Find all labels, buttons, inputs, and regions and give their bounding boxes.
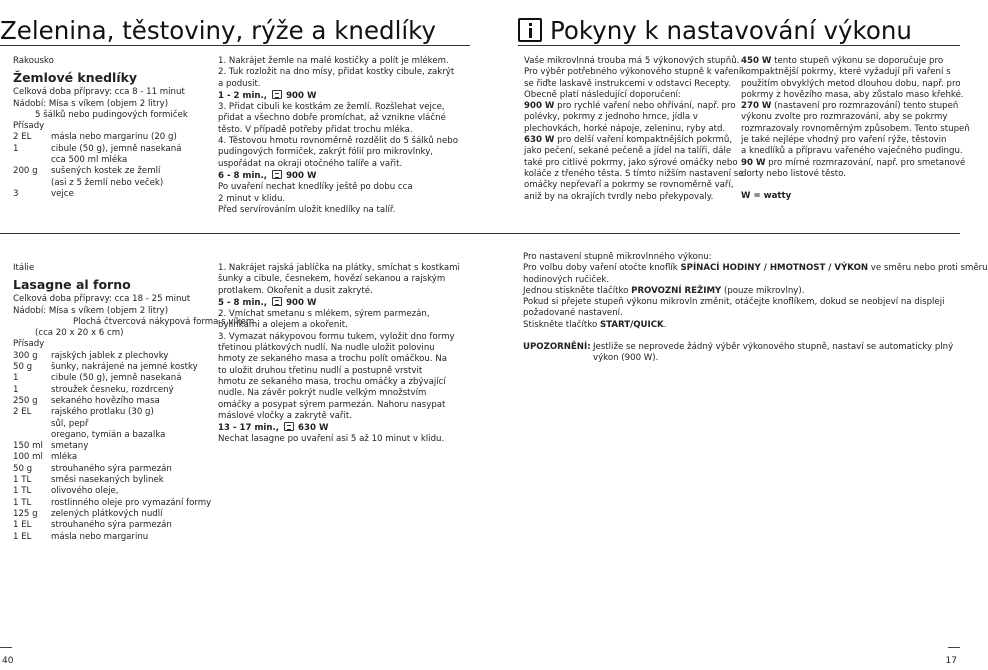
ingredient-row: [13, 144, 203, 155]
ingredient-quantity: 100 ml: [13, 452, 43, 463]
step-line: 1. Nakrájet žemle na malé kostičky a polít je mlékem.: [218, 56, 449, 66]
instructions-list: [523, 252, 988, 331]
left-title-bar: [0, 16, 470, 46]
recipe2-steps-column: [218, 263, 460, 446]
recipe2-meta-line: Plochá čtvercová nákypová forma s víkem: [73, 316, 255, 327]
instruction-line: [523, 252, 953, 263]
ingredient-row: [13, 486, 213, 497]
ingredient-text: másla nebo margarinu: [51, 531, 149, 542]
microwave-power-icon: [272, 170, 282, 179]
recipe1-region: Rakousko: [13, 56, 54, 66]
instruction-line: [523, 263, 988, 274]
ingredient-row: [13, 351, 213, 362]
text-line: Vaše mikrovlnná trouba má 5 výkonových stupňů.: [524, 56, 740, 66]
power-description: tento stupeň výkonu se doporučuje pro: [771, 56, 944, 66]
step-line: šunky a cibule, česnekem, hovězí sekanou a rajským: [218, 274, 446, 285]
power-description: pro mírné rozmrazování, např. pro smetanové: [765, 157, 966, 168]
ingredient-text: sušených kostek ze žemlí: [51, 166, 161, 177]
ingredient-quantity: 50 g: [13, 463, 33, 474]
recipe1-meta-line: Nádobí: Mísa s víkem (objem 2 litry): [13, 98, 169, 109]
text-line: se řiďte laskavě instrukcemi v odstavci Recepty.: [524, 78, 731, 89]
ingredient-row: [13, 178, 203, 189]
text-line: je také nejlépe vhodný pro vaření rýže, těstovin: [741, 135, 947, 146]
text-line: [524, 135, 733, 146]
instruction-line: [523, 308, 953, 319]
warning-line: Jestliže se neprovede žádný výběr výkonového stupně, nastaví se automaticky plný: [593, 342, 954, 353]
ingredient-text: oregano, tymián a bazalka: [51, 429, 166, 440]
ingredient-quantity: 1 EL: [13, 531, 32, 542]
text-segment: Jednou stiskněte tlačítko: [523, 285, 632, 296]
step-line: 3. Vymazat nákypovou formu tukem, vyložit dno formy: [218, 331, 455, 342]
text-segment: požadované nastavení.: [523, 308, 623, 319]
ingredient-text: vejce: [51, 188, 74, 199]
ingredient-quantity: 1: [13, 373, 19, 384]
ingredient-row: [13, 132, 203, 143]
step-line: třetinou plátkových nudlí. Na nudle uložit polovinu: [218, 343, 435, 354]
ingredient-text: cibule (50 g), jemně nasekaná: [51, 373, 182, 384]
text-line: a knedlíků a přípravu vařeného vaječného pudingu.: [741, 146, 963, 157]
text-segment: Stiskněte tlačítko: [523, 319, 600, 330]
step-line: 2 minut v klidu.: [218, 193, 286, 204]
step-line: bylinkami a olejem a okořenit.: [218, 320, 348, 331]
cooking-time-line: [218, 297, 446, 309]
ingredient-row: [13, 452, 213, 463]
text-segment: .: [663, 319, 667, 330]
step-line: a podusit.: [218, 78, 261, 89]
step-line: 3. Přidat cibuli ke kostkám ze žemlí. Rozšlehat vejce,: [218, 102, 445, 113]
ingredient-quantity: 50 g: [13, 362, 33, 373]
ingredient-text: rostlinného oleje pro vymazání formy: [51, 497, 212, 508]
ingredient-quantity: 1 TL: [13, 475, 32, 486]
text-line: jako pečení, sekané pečeně a jídel na talíři, dále: [524, 146, 732, 157]
recipe2-title: Lasagne al forno: [13, 277, 131, 293]
ingredient-text: rajských jablek z plechovky: [51, 350, 169, 361]
control-name: PROVOZNÍ REŽIMY: [631, 285, 722, 296]
step-line: uspořádat na okraji otočného talíře a vařit.: [218, 158, 403, 169]
text-line: Pro výběr potřebného výkonového stupně k vaření: [524, 67, 742, 78]
recipe1-ingredients-list: [13, 132, 203, 200]
microwave-power-icon: [272, 90, 282, 99]
ingredient-row: [13, 520, 213, 531]
step-line: Nechat lasagne po uvaření asi 5 až 10 minut v klidu.: [218, 434, 445, 445]
step-line: nudle. Na závěr pokrýt nudle velkým množstvím: [218, 388, 427, 399]
step-line: 2. Vmíchat smetanu s mlékem, sýrem parmezán,: [218, 309, 430, 320]
ingredient-quantity: 1: [13, 143, 19, 154]
step-line: těsto. V případě potřeby přidat trochu mléka.: [218, 124, 413, 135]
ingredient-quantity: [13, 430, 51, 441]
power-column-1: [524, 56, 744, 203]
page-number-right: 17: [945, 656, 957, 666]
text-segment: (pouze mikrovlny).: [721, 285, 805, 296]
warning-block: [523, 342, 953, 365]
ingredient-text: cibule (50 g), jemně nasekaná: [51, 143, 182, 154]
power-column-2: [741, 56, 970, 203]
ingredient-quantity: 200 g: [13, 166, 38, 177]
text-line: rozmrazovaly rovnoměrným způsobem. Tento stupeň: [741, 123, 970, 134]
ingredient-row: [13, 155, 203, 166]
ingredient-quantity: 2 EL: [13, 407, 32, 418]
ingredient-text: (asi z 5 žemlí nebo veček): [51, 177, 164, 188]
text-line: také pro citlivé pokrmy, jako sýrové omáčky nebo: [524, 157, 738, 168]
warning-label: UPOZORNĚNÍ:: [523, 342, 591, 353]
ingredient-quantity: 250 g: [13, 395, 38, 406]
ingredient-quantity: [13, 155, 51, 166]
info-icon: [518, 18, 542, 42]
ingredient-row: [13, 373, 213, 384]
step-line: pudingových formiček, zakrýt fólií pro mikrovlnky,: [218, 147, 434, 158]
ingredient-text: másla nebo margarinu (20 g): [51, 132, 177, 143]
text-line: [741, 157, 966, 169]
ingredient-text: zelených plátkových nudlí: [51, 508, 163, 519]
step-line: omáčky a posypat sýrem parmezán. Nahoru nasypat: [218, 399, 446, 410]
step-line: protlakem. Okořenit a dusit zakryté.: [218, 285, 373, 296]
microwave-power-icon: [272, 297, 282, 306]
cooking-time-line: [218, 422, 446, 434]
recipe1-meta-line: 5 šálků nebo pudingových formiček: [35, 109, 188, 120]
text-line: [524, 101, 736, 112]
text-line: koláče z třeného těsta. S tímto nižším nastavení se: [524, 168, 744, 179]
ingredient-row: [13, 362, 213, 373]
step-line: máslové vločky a zakrytě vařit.: [218, 410, 352, 421]
ingredient-quantity: 1: [13, 384, 19, 395]
power-level: 270 W: [741, 101, 772, 112]
control-name: SPÍNACÍ HODINY / HMOTNOST / VÝKON: [680, 263, 869, 274]
text-line: použitím obvyklých metod dlouhou dobu, např. pro: [741, 78, 961, 89]
text-segment: ve směru nebo proti směru: [868, 263, 988, 274]
text-line: omáčky nepřevaří a pokrmy se rovnoměrně vaří,: [524, 180, 734, 191]
ingredient-row: [13, 509, 213, 520]
page-title-right: [518, 16, 960, 46]
instruction-line: [523, 320, 953, 331]
step-line: Před servírováním uložit knedlíky na talíř.: [218, 204, 396, 215]
recipe2-meta-line: Celková doba přípravy: cca 18 - 25 minut: [13, 294, 191, 305]
ingredient-row: [13, 189, 203, 200]
page-title-right-text: Pokyny k nastavování výkonu: [550, 16, 912, 45]
ingredient-text: mléka: [51, 452, 78, 463]
ingredient-quantity: 1 TL: [13, 486, 32, 497]
ingredient-text: sůl, pepř: [51, 418, 89, 429]
instruction-line: [523, 297, 953, 308]
step-line: přidat a všechno dobře promíchat, až vznikne vláčné: [218, 113, 446, 124]
power-level: 630 W: [524, 135, 555, 146]
ingredient-row: [13, 464, 213, 475]
page-divider: [0, 233, 960, 234]
instruction-line: [523, 275, 953, 286]
text-line: výkonu zvolte pro rozmrazování, aby se pokrmy: [741, 112, 948, 123]
text-line: aniž by na okrajích tvrdly nebo překypovaly.: [524, 191, 714, 202]
warning-line: výkon (900 W).: [593, 353, 659, 364]
right-title-bar: [518, 16, 960, 46]
ingredient-text: olivového oleje,: [51, 486, 119, 497]
ingredient-row: [13, 430, 213, 441]
power-level: 900 W: [524, 101, 555, 112]
ingredient-row: [13, 532, 213, 543]
text-line: plechovkách, horké nápoje, zeleninu, ryby atd.: [524, 123, 726, 134]
control-name: START/QUICK: [599, 319, 664, 330]
cooking-power: 900 W: [286, 90, 317, 101]
text-segment: Pro nastavení stupně mikrovlnného výkonu:: [523, 252, 712, 262]
ingredient-text: sekaného hovězího masa: [51, 395, 160, 406]
step-line: to uložit druhou třetinu nudlí a postupně vrstvit: [218, 365, 423, 376]
recipe1-steps-column: [218, 56, 458, 216]
cooking-power: 630 W: [298, 423, 329, 434]
text-line: W = watty: [741, 191, 792, 202]
recipe1-ingredients-column: [13, 56, 203, 200]
cooking-time: 5 - 8 min.,: [218, 297, 268, 308]
page-number-left: 40: [2, 656, 14, 666]
recipe2-ingredients-list: [13, 351, 213, 543]
text-line: polévky, pokrmy z jednoho hrnce, jídla v: [524, 112, 698, 123]
ingredient-quantity: 2 EL: [13, 132, 32, 143]
ingredient-row: [13, 419, 213, 430]
ingredient-row: [13, 475, 213, 486]
recipe1-steps-list: [218, 56, 458, 216]
text-line: [741, 56, 951, 67]
instruction-line: [523, 286, 953, 297]
cooking-time: 6 - 8 min.,: [218, 170, 268, 181]
recipe2-ingredients-header: Přísady: [13, 339, 45, 350]
text-line: kompaktnější pokrmy, které vyžadují při vaření s: [741, 67, 951, 78]
power-text-2: [741, 56, 970, 203]
footer-tick-right: [948, 647, 960, 648]
ingredient-quantity: [13, 419, 51, 430]
ingredient-quantity: [13, 178, 51, 189]
cooking-power: 900 W: [286, 297, 317, 308]
recipe2-region: Itálie: [13, 263, 35, 273]
power-setting-instructions: [523, 252, 988, 365]
ingredient-text: strouhaného sýra parmezán: [51, 520, 172, 531]
ingredient-row: [13, 407, 213, 418]
ingredient-row: [13, 385, 213, 396]
power-level: 450 W: [741, 56, 772, 66]
recipe2-meta-line: (cca 20 x 20 x 6 cm): [35, 328, 124, 339]
recipe2-meta-line: Nádobí: Mísa s víkem (objem 2 litry): [13, 305, 169, 316]
power-description: (nastavení pro rozmrazování) tento stupeň: [771, 101, 959, 112]
cooking-time-line: [218, 170, 446, 182]
step-line: 2. Tuk rozložit na dno mísy, přidat kostky cibule, zakrýt: [218, 67, 455, 78]
cooking-time: 13 - 17 min.,: [218, 423, 280, 434]
ingredient-quantity: 3: [13, 188, 19, 199]
ingredient-text: cca 500 ml mléka: [51, 155, 128, 166]
power-description: pro delší vaření kompaktnějších pokrmů,: [554, 135, 733, 146]
text-line: dorty nebo listové těsto.: [741, 168, 846, 179]
ingredient-quantity: 1 EL: [13, 520, 32, 531]
ingredient-quantity: 125 g: [13, 508, 38, 519]
ingredient-quantity: 300 g: [13, 350, 38, 361]
step-line: Po uvaření nechat knedlíky ještě po dobu cca: [218, 182, 413, 193]
cooking-time: 1 - 2 min.,: [218, 90, 268, 101]
step-line: 4. Těstovou hmotu rovnoměrně rozdělit do 5 šálků nebo: [218, 136, 458, 147]
ingredient-text: směsi nasekaných bylinek: [51, 475, 164, 486]
ingredient-quantity: 150 ml: [13, 441, 43, 452]
recipe1-meta-line: Celková doba přípravy: cca 8 - 11 minut: [13, 87, 185, 98]
step-line: hmoty ze sekaného masa a trochu polít omáčkou. Na: [218, 354, 447, 365]
text-segment: hodinových ručiček.: [523, 274, 610, 285]
ingredient-row: [13, 166, 203, 177]
recipe1-ingredients-header: Přísady: [13, 121, 45, 132]
footer-tick-left: [0, 647, 12, 648]
step-line: hmotu ze sekaného masa, trochu omáčky a zbývající: [218, 376, 446, 387]
power-level: 90 W: [741, 157, 766, 168]
power-description: pro rychlé vaření nebo ohřívání, např. pro: [554, 101, 736, 112]
cooking-power: 900 W: [286, 170, 317, 181]
cooking-time-line: [218, 90, 446, 102]
warning-text: [593, 342, 953, 365]
ingredient-text: rajského protlaku (30 g): [51, 407, 154, 418]
text-line: [741, 101, 959, 112]
text-segment: Pro volbu doby vaření otočte knoflík: [523, 263, 681, 274]
step-line: 1. Nakrájet rajská jablíčka na plátky, smíchat s kostkami: [218, 263, 460, 273]
ingredient-text: šunky, nakrájené na jemné kostky: [51, 362, 198, 373]
ingredient-row: [13, 396, 213, 407]
power-text-1: [524, 56, 744, 203]
page-title-left: Zelenina, těstoviny, rýže a knedlíky: [0, 16, 436, 45]
recipe1-title: Žemlové knedlíky: [13, 70, 138, 86]
ingredient-row: [13, 441, 213, 452]
ingredient-row: [13, 498, 213, 509]
microwave-power-icon: [284, 422, 294, 431]
text-segment: Pokud si přejete stupeň výkonu mikrovln změnit, otáčejte knoflíkem, dokud se neobjeví na displeji: [523, 297, 945, 308]
ingredient-text: stroužek česneku, rozdrcený: [51, 384, 174, 395]
text-line: pokrmy z hovězího masa, aby zůstalo maso křehké.: [741, 89, 964, 100]
ingredient-text: smetany: [51, 441, 89, 452]
text-line: Obecně platí následující doporučení:: [524, 89, 681, 100]
ingredient-quantity: 1 TL: [13, 497, 32, 508]
ingredient-text: strouhaného sýra parmezán: [51, 463, 172, 474]
recipe2-steps-list: [218, 263, 460, 446]
